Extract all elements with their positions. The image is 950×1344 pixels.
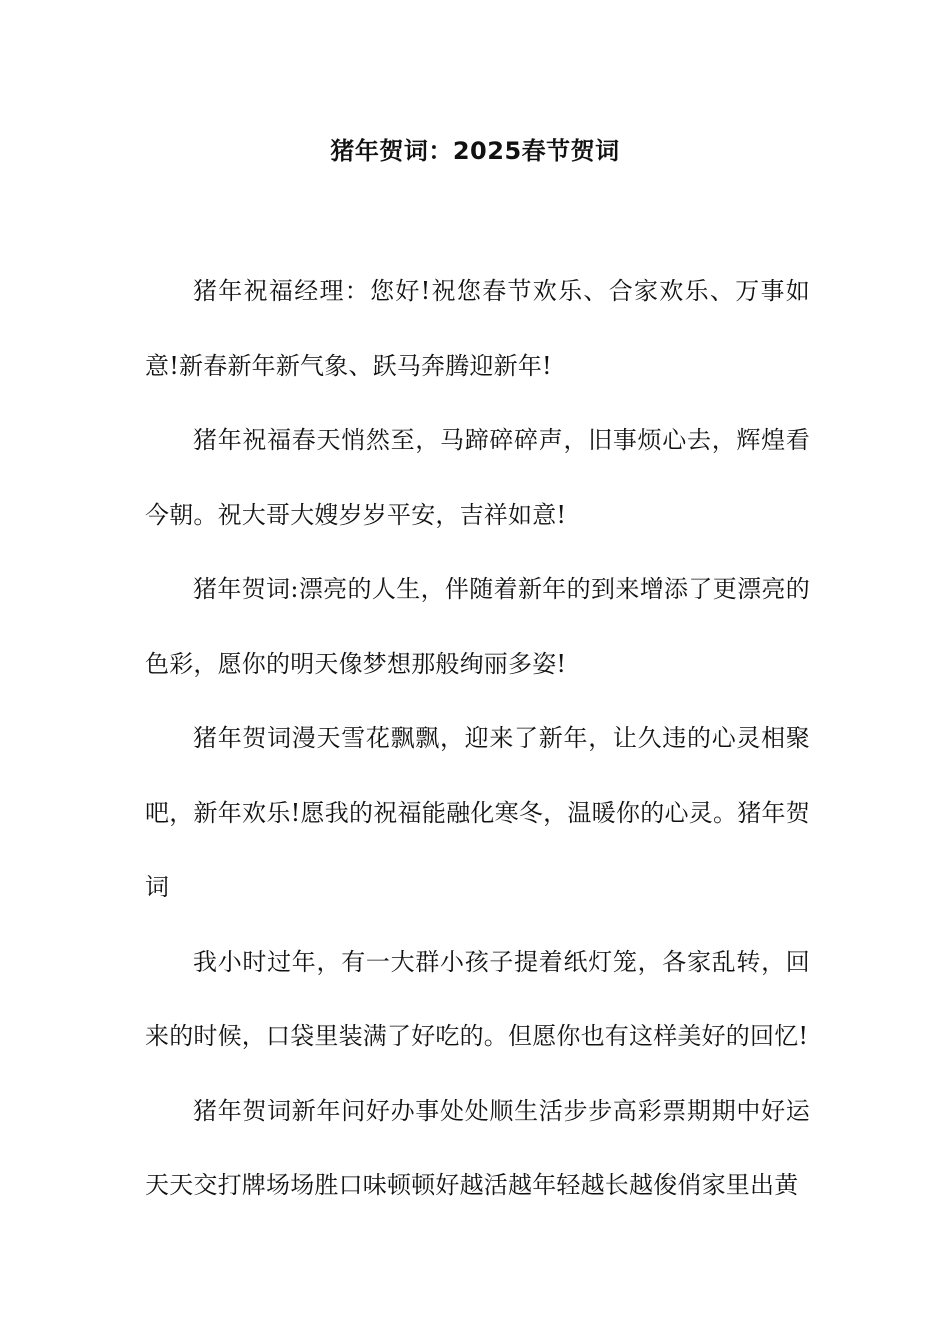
paragraph: 猪年贺词漫天雪花飘飘，迎来了新年，让久违的心灵相聚吧，新年欢乐!愿我的祝福能融化寒冬，温暖你的心灵。猪年贺词 (145, 724, 810, 901)
paragraph: 猪年贺词新年问好办事处处顺生活步步高彩票期期中好运天天交打牌场场胜口味顿顿好越活越年轻越长越俊俏家里出黄 (145, 1096, 810, 1199)
paragraph: 猪年贺词:漂亮的人生，伴随着新年的到来增添了更漂亮的色彩，愿你的明天像梦想那般绚丽多姿! (145, 575, 810, 678)
paragraph: 我小时过年，有一大群小孩子提着纸灯笼，各家乱转，回来的时候，口袋里装满了好吃的。但愿你也有这样美好的回忆! (145, 947, 810, 1050)
document-body (145, 254, 810, 1223)
paragraph: 猪年祝福经理：您好!祝您春节欢乐、合家欢乐、万事如意!新春新年新气象、跃马奔腾迎新年! (145, 277, 810, 380)
document-title: 猪年贺词：2025春节贺词 (330, 137, 620, 165)
paragraph: 猪年祝福春天悄然至，马蹄碎碎声，旧事烦心去，辉煌看今朝。祝大哥大嫂岁岁平安，吉祥如意! (145, 426, 810, 529)
